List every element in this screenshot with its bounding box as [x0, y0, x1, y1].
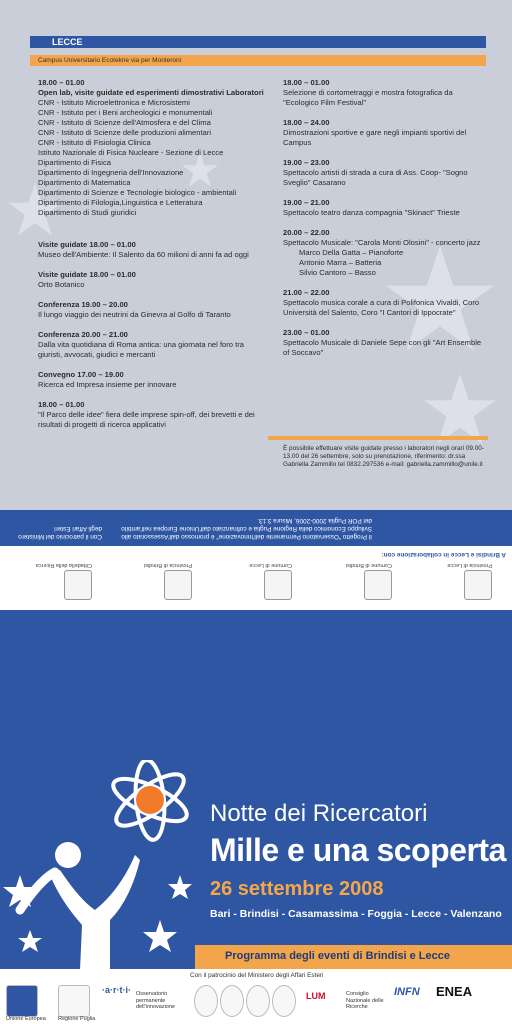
event-block [283, 118, 488, 148]
event-item: Il lungo viaggio dei neutrini da Ginevra al Golfo di Taranto [38, 310, 231, 319]
partner-logo [194, 985, 218, 1017]
event-item: Dipartimento di Filologia,Linguistica e Letteratura [38, 198, 203, 207]
venue-bar [30, 55, 486, 66]
note-divider [268, 436, 488, 440]
event-item: Spettacolo musica corale a cura di Polifonica Vivaldi, Coro Università del Salento, Coro "I Cantori di Ippocrate" [283, 298, 480, 317]
cnr-logo: Consiglio Nazionale delle Ricerche [346, 991, 384, 1010]
event-time: 19.00 – 21.00 [283, 198, 330, 207]
event-time: 20.00 – 22.00 [283, 228, 330, 237]
musician-item: Silvio Cantoro – Basso [299, 268, 376, 277]
flap-logo-label: Cittadella della Ricerca [35, 562, 92, 568]
event-item: Spettacolo artisti di strada a cura di Ass. Coop- "Sogno Sveglio" Casarano [283, 168, 468, 187]
event-item: Dipartimento di Ingegneria dell'Innovazione [38, 168, 184, 177]
event-item: CNR - Istituto di Fisiologia Clinica [38, 138, 151, 147]
event-item: Selezione di cortometraggi e mostra fotografica da "Ecologico Film Festival" [283, 88, 453, 107]
city-header [30, 36, 486, 48]
flap-logo-1 [464, 570, 492, 600]
partner-logo [220, 985, 244, 1017]
program-section [0, 0, 512, 510]
poster-cover [0, 610, 512, 970]
lum-logo: LUM [306, 991, 326, 1001]
event-item: Dipartimento di Matematica [38, 178, 131, 187]
event-cities: Bari - Brindisi - Casamassima - Foggia - Lecce - Valenzano [210, 908, 502, 920]
event-time: Visite guidate 18.00 – 01.00 [38, 240, 136, 249]
infn-logo: INFN [394, 986, 420, 998]
city-name: LECCE [52, 37, 83, 47]
event-block [283, 158, 488, 188]
right-column [283, 78, 488, 368]
title-small: Notte dei Ricercatori [210, 800, 428, 827]
event-item: Dalla vita quotidiana di Roma antica: una giornata nel foro tra giuristi, avvocati, giudici e mercanti [38, 340, 244, 359]
left-column [38, 78, 268, 440]
program-bar [195, 945, 512, 969]
footer-logo-row [6, 983, 506, 1022]
booking-note: È possibile effettuare visite guidate presso i laboratori negli orari 09.00-13.00 del 26 settembre, solo su prenotazione, riferimento: dr.ssa Gabriella Zammillo tel 0832.297536 e-mail: gabriella.zammillo@unile.it [283, 445, 484, 468]
event-block [283, 328, 488, 358]
partner-logo [246, 985, 270, 1017]
flap-blue-bar [0, 510, 512, 546]
eu-label: Unione Europea [6, 1016, 46, 1022]
title-big: Mille e una scoperta [210, 832, 506, 868]
venue-name: Campus Universitario Ecotekne via per Monteroni [38, 57, 182, 64]
event-block [38, 240, 268, 260]
program-title: Programma degli eventi di Brindisi e Lecce [225, 950, 450, 962]
event-item: CNR - Istituto per i Beni archeologici e monumentali [38, 108, 213, 117]
event-item: CNR - Istituto di Scienze dell'Atmosfera e del Clima [38, 118, 211, 127]
event-item: Ricerca ed Impresa insieme per innovare [38, 380, 177, 389]
event-time: Convegno 17.00 – 19.00 [38, 370, 124, 379]
event-time: 19.00 – 23.00 [283, 158, 330, 167]
ministry-patronage: Con il patrocinio del Ministero degli Affari Esteri [18, 525, 102, 540]
musician-item: Marco Della Gatta – Pianoforte [299, 248, 404, 257]
region-logo [58, 985, 90, 1017]
event-time: Visite guidate 18.00 – 01.00 [38, 270, 136, 279]
event-block [283, 288, 488, 318]
event-time: 18.00 – 24.00 [283, 118, 330, 127]
event-item: Istituto Nazionale di Fisica Nucleare - Sezione di Lecce [38, 148, 224, 157]
flap-logo-label: Comune di Brindisi [345, 562, 392, 568]
event-item: Dipartimento di Studi giuridici [38, 208, 137, 217]
event-block [38, 400, 268, 430]
footer-patronage: Con il patrocinio del Ministero degli Affari Esteri [190, 972, 324, 979]
region-label: Regione Puglia [58, 1016, 96, 1022]
event-date: 26 settembre 2008 [210, 878, 384, 900]
event-item: Dipartimento di Fisica [38, 158, 112, 167]
flap-logo-2 [364, 570, 392, 600]
event-item: Spettacolo Musicale: "Carola Monti Olosini" - concerto jazz [283, 238, 481, 247]
observatory-logo: Osservatorio permanente dell'innovazione [136, 991, 175, 1010]
event-block [38, 270, 268, 290]
flap-logo-5 [64, 570, 92, 600]
event-block [283, 78, 488, 108]
musician-item: Antonio Marra – Batteria [299, 258, 382, 267]
project-text: Il Progetto "Osservatorio Permanente dell'Innovazione" è promosso dall'Assessorato allo Sviluppo Economico della Regione Puglia e cofinanziato dall'Unione Europea nell'ambito del POR Puglia 2000-2006, Misura 3.13. [121, 517, 372, 540]
arti-logo: ·a·r·t·i· [102, 985, 131, 995]
event-time: 23.00 – 01.00 [283, 328, 330, 337]
event-item: Dipartimento di Scienze e Tecnologie biologico - ambientali [38, 188, 237, 197]
atom-figure-illustration [0, 760, 210, 970]
event-block [283, 228, 488, 278]
event-time: Conferenza 19.00 – 20.00 [38, 300, 128, 309]
event-item: "Il Parco delle idee" fiera delle imprese spin-off, dei brevetti e dei risultati di progetti di ricerca applicativi [38, 410, 255, 429]
event-item: Dimostrazioni sportive e gare negli impianti sportivi del Campus [283, 128, 467, 147]
event-time: 18.00 – 01.00 [38, 78, 85, 87]
flap-logo-4 [164, 570, 192, 600]
flap-logo-label: Provincia di Brindisi [144, 562, 192, 568]
event-item: CNR - Istituto Microelettronica e Microsistemi [38, 98, 190, 107]
event-time: 21.00 – 22.00 [283, 288, 330, 297]
rotated-flap [0, 510, 512, 610]
event-block [38, 330, 268, 360]
enea-logo: ENEA [436, 984, 473, 999]
event-block [38, 300, 268, 320]
event-item: Spettacolo teatro danza compagnia "Skinact" Trieste [283, 208, 460, 217]
event-time: Conferenza 20.00 – 21.00 [38, 330, 128, 339]
event-time: 18.00 – 01.00 [283, 78, 330, 87]
flap-logo-label: Provincia di Lecce [447, 562, 492, 568]
eu-logo [6, 985, 38, 1017]
partner-logo [272, 985, 296, 1017]
event-block [38, 78, 268, 218]
event-item: Spettacolo Musicale di Daniele Sepe con gli "Art Ensemble of Soccavo" [283, 338, 482, 357]
footer-logos [0, 969, 512, 1024]
event-item: Museo dell'Ambiente: Il Salento da 60 milioni di anni fa ad oggi [38, 250, 249, 259]
collab-text: A Brindisi e Lecce in collaborazione con: [381, 551, 506, 558]
event-item: Orto Botanico [38, 280, 85, 289]
flap-logo-3 [264, 570, 292, 600]
event-time: 18.00 – 01.00 [38, 400, 85, 409]
event-item: CNR - Istituto di Scienze delle produzioni alimentari [38, 128, 212, 137]
event-block [38, 370, 268, 390]
event-title: Open lab, visite guidate ed esperimenti dimostrativi Laboratori [38, 88, 264, 97]
event-block [283, 198, 488, 218]
flap-logo-label: Comune di Lecce [249, 562, 292, 568]
